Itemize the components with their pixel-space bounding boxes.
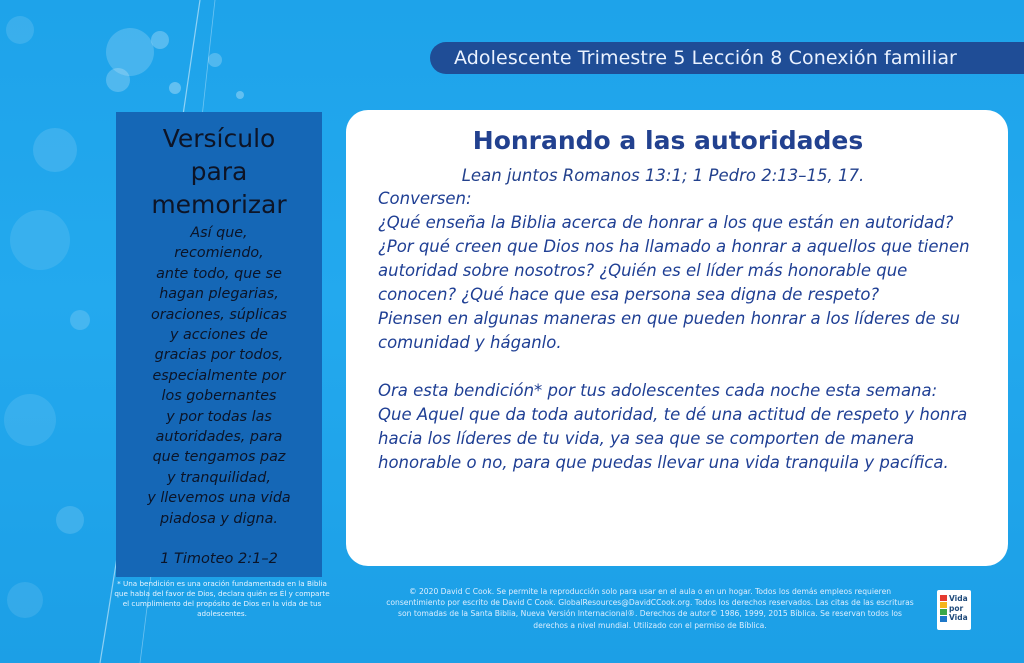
memory-verse-line: hagan plegarias, <box>159 286 279 303</box>
card-title: Honrando a las autoridades <box>472 126 864 155</box>
question-2: ¿Por qué creen que Dios nos ha llamado a honrar a aquellos que tienen autoridad sobre nosotros? ¿Quién es el líder más honorable que conocen? ¿Qué hace que esa persona sea digna de respeto? <box>378 237 970 304</box>
memory-verse-line: y por todas las <box>166 408 272 425</box>
memory-verse-line: y tranquilidad, <box>167 469 271 486</box>
reading-reference: Lean juntos Romanos 13:1; 1 Pedro 2:13–15, 17. <box>461 166 865 185</box>
vida-por-vida-logo <box>937 590 971 630</box>
memory-verse-title-line: memorizar <box>151 190 287 219</box>
memory-verse-line: que tengamos paz <box>152 449 286 466</box>
lesson-header-title: Adolescente Trimestre 5 Lección 8 Conexión familiar <box>454 47 957 69</box>
memory-verse-title-line: para <box>190 157 248 186</box>
memory-verse-line: recomiendo, <box>174 245 264 262</box>
memory-verse-line: especialmente por <box>152 367 286 384</box>
memory-verse-line: Así que, <box>190 225 248 241</box>
memory-verse-line: piadosa y digna. <box>160 510 278 527</box>
logo-text-line: Vida <box>949 613 968 622</box>
lesson-header <box>430 42 1024 74</box>
memory-verse-title <box>116 122 322 221</box>
memory-verse-reference: 1 Timoteo 2:1–2 <box>160 551 278 568</box>
memory-verse-line: autoridades, para <box>155 429 283 446</box>
family-connection-card <box>346 110 1008 566</box>
memory-verse-line: y acciones de <box>170 327 268 344</box>
memory-verse-title-line: Versículo <box>162 124 276 153</box>
memory-verse-box <box>116 112 322 577</box>
memory-verse-line: los gobernantes <box>161 388 277 405</box>
memory-verse-line: gracias por todos, <box>154 347 284 364</box>
logo-text <box>949 594 968 623</box>
logo-stripes-icon <box>940 595 947 625</box>
discuss-label: Conversen: <box>378 189 472 208</box>
blessing-text: Que Aquel que da toda autoridad, te dé una actitud de respeto y honra hacia los líderes de tu vida, ya sea que se comporten de manera honorable o no, para que puedas llevar una vida tranquila y pacífica. <box>378 405 968 472</box>
copyright-notice: © 2020 David C Cook. Se permite la reproducción solo para usar en el aula o en un hogar. Todos los demás empleos requieren consentimiento por escrito de David C Cook. GlobalResources@DavidCCook.org. Todos los derechos reservados. Las citas de las escrituras son tomadas de la Santa Biblia, Nueva Versión Internacional®. Derechos de autor© 1986, 1999, 2015 Bíblica. Se reservan todos los derechos a nivel mundial. Utilizado con el permiso de Bíblica. <box>386 587 914 630</box>
blessing-intro: Ora esta bendición* por tus adolescentes cada noche esta semana: <box>378 381 938 400</box>
question-1: ¿Qué enseña la Biblia acerca de honrar a los que están en autoridad? <box>378 213 954 232</box>
logo-text-line: Vida <box>949 594 968 603</box>
logo-text-line: por <box>949 603 964 613</box>
memory-verse-text <box>116 223 322 529</box>
memory-verse-line: ante todo, que se <box>156 265 282 282</box>
blessing-footnote: * Una bendición es una oración fundamentada en la Biblia que habla del favor de Dios, declara quién es Él y comparte el cumplimiento del propósito de Dios en la vida de tus adolescentes. <box>114 579 330 618</box>
memory-verse-line: oraciones, súplicas <box>151 306 287 323</box>
memory-verse-line: y llevemos una vida <box>147 490 291 507</box>
question-3: Piensen en algunas maneras en que pueden honrar a los líderes de su comunidad y háganlo. <box>378 309 960 352</box>
